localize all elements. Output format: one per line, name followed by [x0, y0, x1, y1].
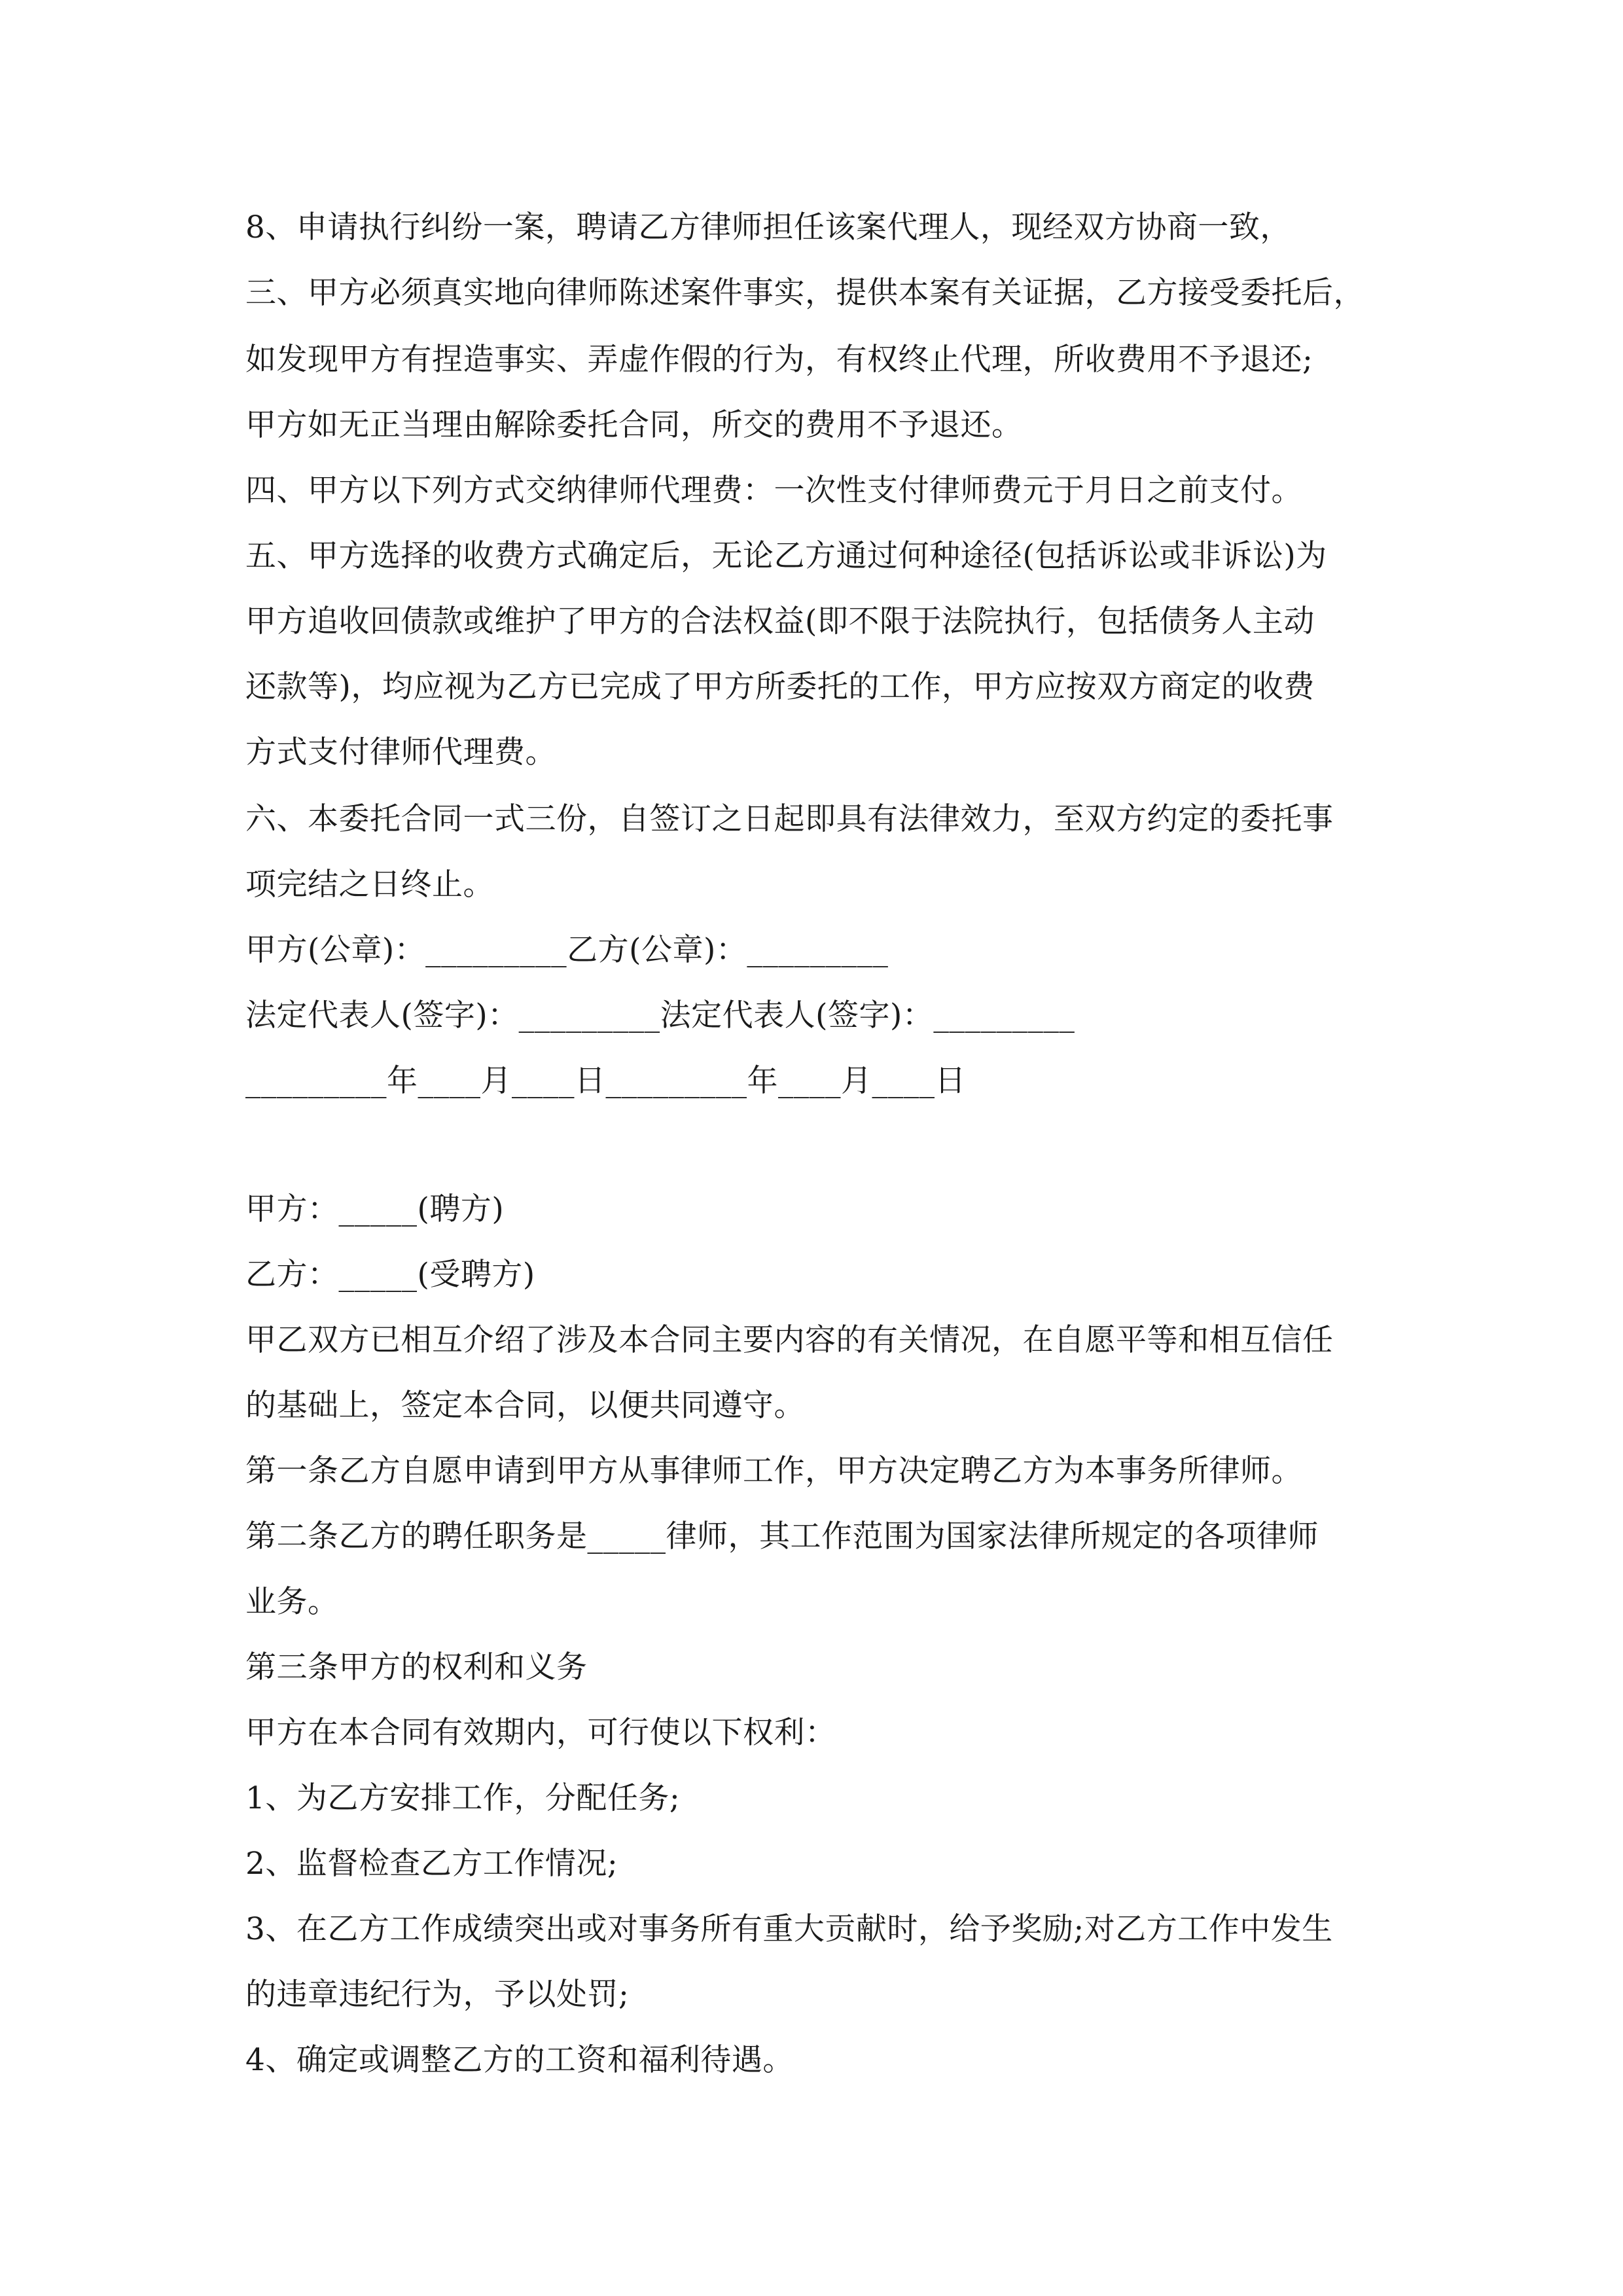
clause-4-line: 四、甲方以下列方式交纳律师代理费：一次性支付律师费元于月日之前支付。	[245, 473, 1302, 509]
rights-intro-line: 甲方在本合同有效期内，可行使以下权利：	[245, 1715, 836, 1751]
clause-8-line: 8、申请执行纠纷一案，聘请乙方律师担任该案代理人，现经双方协商一致，	[245, 209, 1291, 245]
clause-3-line-3: 甲方如无正当理由解除委托合同，所交的费用不予退还。	[245, 407, 1023, 443]
right-item-1: 1、为乙方安排工作，分配任务;	[245, 1780, 681, 1816]
article-3-heading: 第三条甲方的权利和义务	[245, 1649, 588, 1685]
preamble-line-1: 甲乙双方已相互介绍了涉及本合同主要内容的有关情况，在自愿平等和相互信任	[245, 1322, 1334, 1358]
representative-signature-line: 法定代表人(签字)：_________法定代表人(签字)：_________	[245, 997, 1075, 1033]
clause-5-line-1: 五、甲方选择的收费方式确定后，无论乙方通过何种途径(包括诉讼或非诉讼)为	[245, 538, 1327, 574]
right-item-3-line-1: 3、在乙方工作成绩突出或对事务所有重大贡献时，给予奖励;对乙方工作中发生	[245, 1911, 1333, 1947]
clause-6-line-2: 项完结之日终止。	[245, 867, 494, 903]
right-item-2: 2、监督检查乙方工作情况;	[245, 1846, 618, 1882]
clause-6-line-1: 六、本委托合同一式三份，自签订之日起即具有法律效力，至双方约定的委托事	[245, 801, 1334, 837]
party-b-line: 乙方：_____(受聘方)	[245, 1257, 535, 1293]
clause-3-line-2: 如发现甲方有捏造事实、弄虚作假的行为，有权终止代理，所收费用不予退还;	[245, 342, 1313, 378]
clause-3-line-1: 三、甲方必须真实地向律师陈述案件事实，提供本案有关证据，乙方接受委托后，	[245, 275, 1364, 311]
preamble-line-2: 的基础上，签定本合同，以便共同遵守。	[245, 1388, 805, 1424]
clause-5-line-4: 方式支付律师代理费。	[245, 734, 556, 770]
right-item-3-line-2: 的违章违纪行为，予以处罚;	[245, 1977, 630, 2013]
signature-date-line: _________年____月____日_________年____月____日	[245, 1063, 966, 1099]
article-1-line: 第一条乙方自愿申请到甲方从事律师工作，甲方决定聘乙方为本事务所律师。	[245, 1453, 1302, 1489]
right-item-4: 4、确定或调整乙方的工资和福利待遇。	[245, 2042, 794, 2078]
seal-signature-line: 甲方(公章)：_________乙方(公章)：_________	[245, 932, 889, 968]
clause-5-line-3: 还款等)，均应视为乙方已完成了甲方所委托的工作，甲方应按双方商定的收费	[245, 669, 1315, 705]
clause-5-line-2: 甲方追收回债款或维护了甲方的合法权益(即不限于法院执行，包括债务人主动	[245, 603, 1315, 639]
article-2-line-2: 业务。	[245, 1584, 339, 1620]
article-2-line-1: 第二条乙方的聘任职务是_____律师，其工作范围为国家法律所规定的各项律师	[245, 1518, 1319, 1554]
party-a-line: 甲方：_____(聘方)	[245, 1191, 505, 1227]
